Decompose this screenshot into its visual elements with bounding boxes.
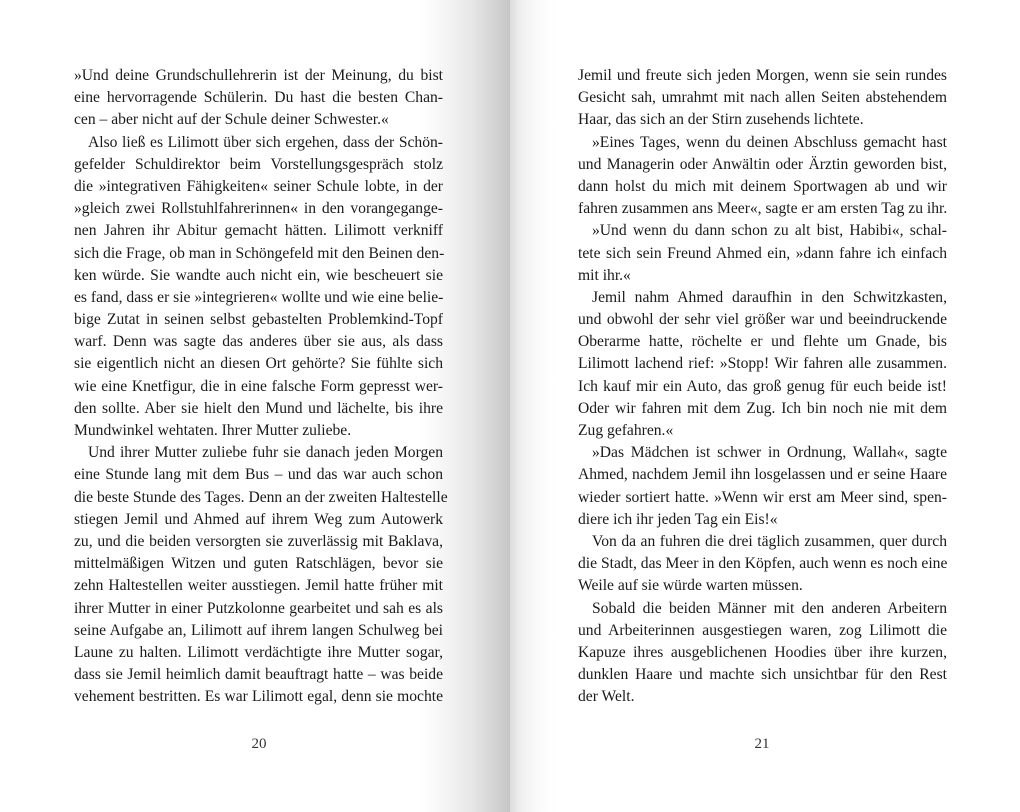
text-line: Zug gefahren.« xyxy=(578,422,674,439)
text-line: und obwohl der sehr viel größer war und beeindruckende xyxy=(578,311,947,329)
text-line: die »integrativen Fähigkeiten« seiner Schule lobte, in der xyxy=(74,177,443,195)
text-line: gefelder Schuldirektor beim Vorstellungsgespräch stolz xyxy=(74,155,443,173)
text-line: Sobald die beiden Männer mit den anderen Arbeitern xyxy=(592,599,947,617)
text-line: stiegen Jemil und Ahmed auf ihrem Weg zum Autowerk xyxy=(74,510,443,528)
text-line: den sollte. Aber sie hielt den Mund und lächelte, bis ihre xyxy=(74,399,443,417)
text-line: Also ließ es Lilimott über sich ergehen, dass der Schön- xyxy=(88,133,443,151)
text-line: sich die Frage, ob man in Schöngefeld mit den Beinen den- xyxy=(74,244,445,262)
text-line: zu, und die beiden versorgten sie zuverlässig mit Baklava, xyxy=(74,532,443,550)
text-line: Weile auf sie würde warten müssen. xyxy=(578,577,803,595)
text-line: »Und wenn du dann schon zu alt bist, Habibi«, schal- xyxy=(592,222,947,240)
text-line: Laune zu halten. Lilimott verdächtigte ihre Mutter sogar, xyxy=(74,643,443,661)
text-line: fahren zusammen ans Meer«, sagte er am ersten Tag zu ihr. xyxy=(578,200,948,218)
text-line: Jemil nahm Ahmed daraufhin in den Schwitzkasten, xyxy=(592,288,947,306)
text-line: ken würde. Sie wandte auch nicht ein, wie bescheuert sie xyxy=(74,266,443,284)
text-line: Mundwinkel wehtaten. Ihrer Mutter zuliebe. xyxy=(74,422,352,439)
text-line: Kapuze ihres ausgeblichenen Hoodies über ihre kurzen, xyxy=(578,643,947,661)
text-line: dass sie Jemil heimlich damit beauftragt hatte – was beide xyxy=(74,666,443,684)
text-line: Und ihrer Mutter zuliebe fuhr sie danach jeden Morgen xyxy=(88,444,443,462)
text-line: wieder sortiert hatte. »Wenn wir erst am Meer sind, spen- xyxy=(578,488,947,506)
text-line: dunklen Haare und machte sich unsichtbar für den Rest xyxy=(578,666,947,684)
text-line: Oberarme hatte, röchelte er und flehte um Gnade, bis xyxy=(578,333,947,351)
text-line: Gesicht sah, umrahmt mit nach allen Seiten abstehendem xyxy=(578,89,947,107)
text-line: mittelmäßigen Witzen und guten Ratschlägen, bevor sie xyxy=(74,555,443,573)
text-line: Ich kauf mir ein Auto, das groß genug für euch beide ist! xyxy=(578,377,947,395)
text-line: tete sich sein Freund Ahmed ein, »dann fahre ich einfach xyxy=(578,244,947,262)
text-line: eine Stunde lang mit dem Bus – und das war auch schon xyxy=(74,466,443,484)
text-line: vehement bestritten. Es war Lilimott egal, denn sie mochte xyxy=(74,688,443,706)
text-line: Lilimott lachend rief: »Stopp! Wir fahren alle zusammen. xyxy=(578,355,947,373)
text-line: »Das Mädchen ist schwer in Ordnung, Wallah«, sagte xyxy=(592,444,947,462)
text-line: die beste Stunde des Tages. Denn an der zweiten Haltestelle xyxy=(74,488,448,506)
text-line: eine hervorragende Schülerin. Du hast die besten Chan- xyxy=(74,89,443,107)
left-page-body-text xyxy=(74,65,448,708)
text-line: cen – aber nicht auf der Schule deiner Schwester.« xyxy=(74,111,389,129)
text-line: »gleich zwei Rollstuhlfahrerinnen« in den vorangegange- xyxy=(74,200,443,218)
right-page-number: 21 xyxy=(754,736,770,752)
text-line: wie eine Knetfigur, die in eine falsche Form gepresst wer- xyxy=(74,377,443,395)
text-line: mit ihr.« xyxy=(578,266,631,284)
text-line: nen Jahren ihr Abitur gemacht hätten. Lilimott verkniff xyxy=(74,222,443,240)
text-line: und Arbeiterinnen ausgestiegen waren, zog Lilimott die xyxy=(578,621,947,639)
text-line: und Managerin oder Anwältin oder Ärztin geworden bist, xyxy=(578,155,947,173)
text-line: dann holst du mich mit deinem Sportwagen ab und wir xyxy=(578,177,947,195)
text-line: »Eines Tages, wenn du deinen Abschluss gemacht hast xyxy=(592,133,947,151)
text-line: diere ich ihr jeden Tag ein Eis!« xyxy=(578,510,778,528)
text-line: Oder wir fahren mit dem Zug. Ich bin noch nie mit dem xyxy=(578,399,947,417)
text-line: Ahmed, nachdem Jemil ihn losgelassen und er seine Haare xyxy=(578,466,947,484)
text-line: warf. Denn was sagte das anderes über sie aus, als dass xyxy=(74,333,443,351)
right-page xyxy=(510,0,1020,812)
text-line: Haar, das sich an der Stirn zusehends lichtete. xyxy=(578,111,864,129)
left-page-number: 20 xyxy=(251,736,267,752)
text-line: bige Zutat in seinen selbst gebastelten Problemkind-Topf xyxy=(74,311,443,329)
text-line: Jemil und freute sich jeden Morgen, wenn sie sein rundes xyxy=(578,67,947,84)
text-line: die Stadt, das Meer in den Köpfen, auch wenn es noch eine xyxy=(578,555,948,573)
text-line: seine Aufgabe an, Lilimott auf ihrem langen Schulweg bei xyxy=(74,621,443,639)
right-page-body-text xyxy=(578,65,947,708)
text-line: der Welt. xyxy=(578,688,635,706)
text-line: zehn Haltestellen weiter ausstiegen. Jemil hatte früher mit xyxy=(74,577,443,595)
text-line: sie eigentlich nicht an diesen Ort gehörte? Sie fühlte sich xyxy=(74,355,443,373)
text-line: »Und deine Grundschullehrerin ist der Meinung, du bist xyxy=(74,67,443,84)
text-line: es fand, dass er sie »integrieren« wollte und wie eine belie- xyxy=(74,288,444,306)
text-line: Von da an fuhren die drei täglich zusammen, quer durch xyxy=(592,532,947,550)
text-line: ihrer Mutter in einer Putzkolonne gearbeitet und sah es als xyxy=(74,599,443,617)
